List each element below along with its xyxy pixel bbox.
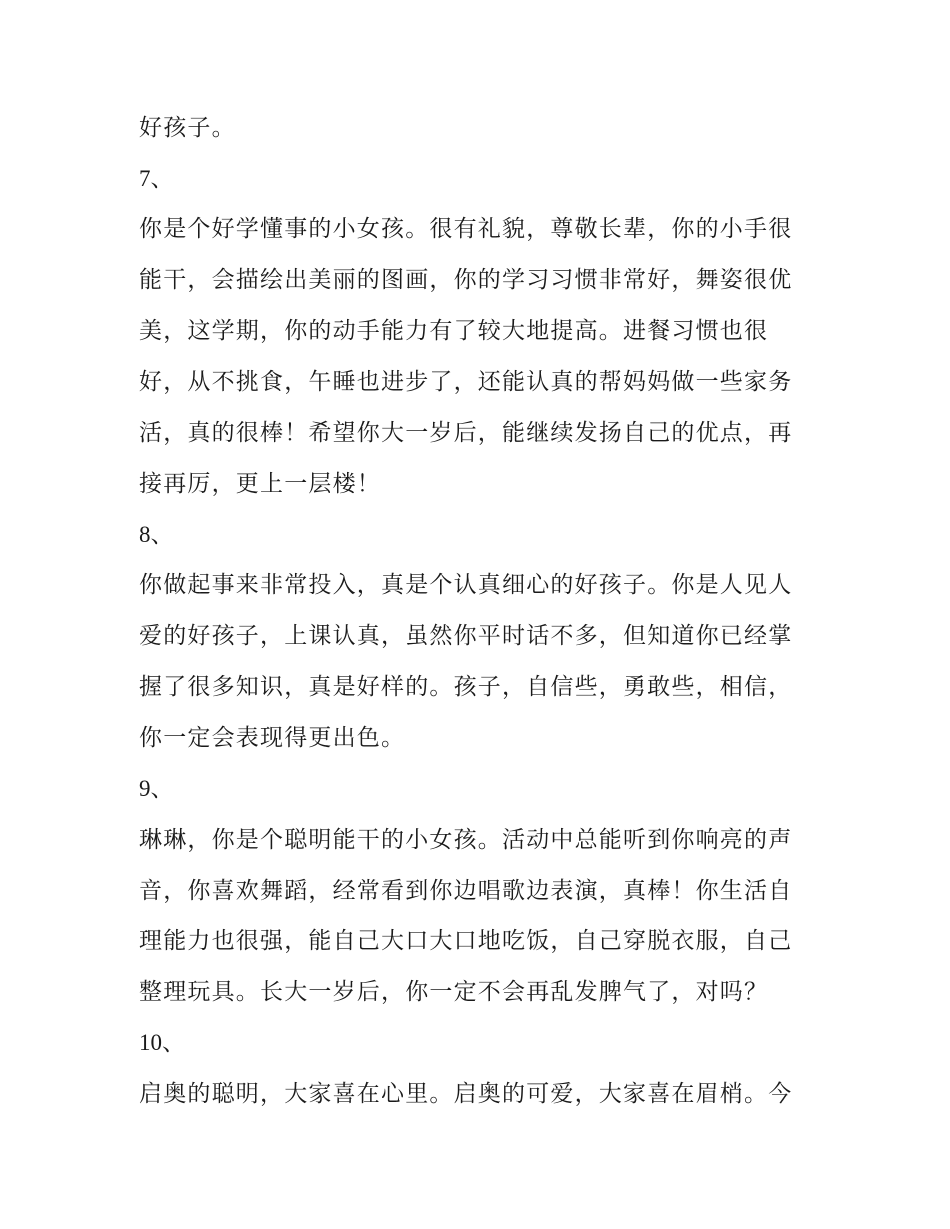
section-number-10: 10、 [139, 1030, 185, 1055]
paragraph-line: 你是个好学懂事的小女孩。很有礼貌，尊敬长辈，你的小手很 [139, 216, 793, 242]
paragraph-line: 你做起事来非常投入，真是个认真细心的好孩子。你是人见人 [139, 572, 793, 598]
paragraph-line: 启奥的聪明，大家喜在心里。启奥的可爱，大家喜在眉梢。今 [139, 1081, 793, 1107]
section-number-7: 7、 [139, 166, 174, 191]
paragraph-line: 好孩子。 [139, 115, 236, 141]
paragraph-line: 理能力也很强，能自己大口大口地吃饭，自己穿脱衣服，自己 [139, 928, 793, 954]
paragraph-line: 音，你喜欢舞蹈，经常看到你边唱歌边表演，真棒！你生活自 [139, 878, 793, 904]
paragraph-line: 握了很多知识，真是好样的。孩子，自信些，勇敢些，相信， [139, 674, 793, 700]
paragraph-line: 爱的好孩子，上课认真，虽然你平时话不多，但知道你已经掌 [139, 623, 793, 649]
paragraph-line: 能干，会描绘出美丽的图画，你的学习习惯非常好，舞姿很优 [139, 267, 793, 293]
paragraph-line: 活，真的很棒！希望你大一岁后，能继续发扬自己的优点，再 [139, 420, 793, 446]
paragraph-line: 美，这学期，你的动手能力有了较大地提高。进餐习惯也很 [139, 318, 769, 344]
section-number-8: 8、 [139, 522, 174, 547]
section-number-9: 9、 [139, 776, 174, 801]
paragraph-line: 接再厉，更上一层楼！ [139, 471, 381, 497]
paragraph-line: 琳琳，你是个聪明能干的小女孩。活动中总能听到你响亮的声 [139, 827, 793, 853]
paragraph-line: 好，从不挑食，午睡也进步了，还能认真的帮妈妈做一些家务 [139, 369, 793, 395]
paragraph-line: 你一定会表现得更出色。 [139, 725, 406, 751]
paragraph-line: 整理玩具。长大一岁后，你一定不会再乱发脾气了，对吗？ [139, 979, 769, 1005]
